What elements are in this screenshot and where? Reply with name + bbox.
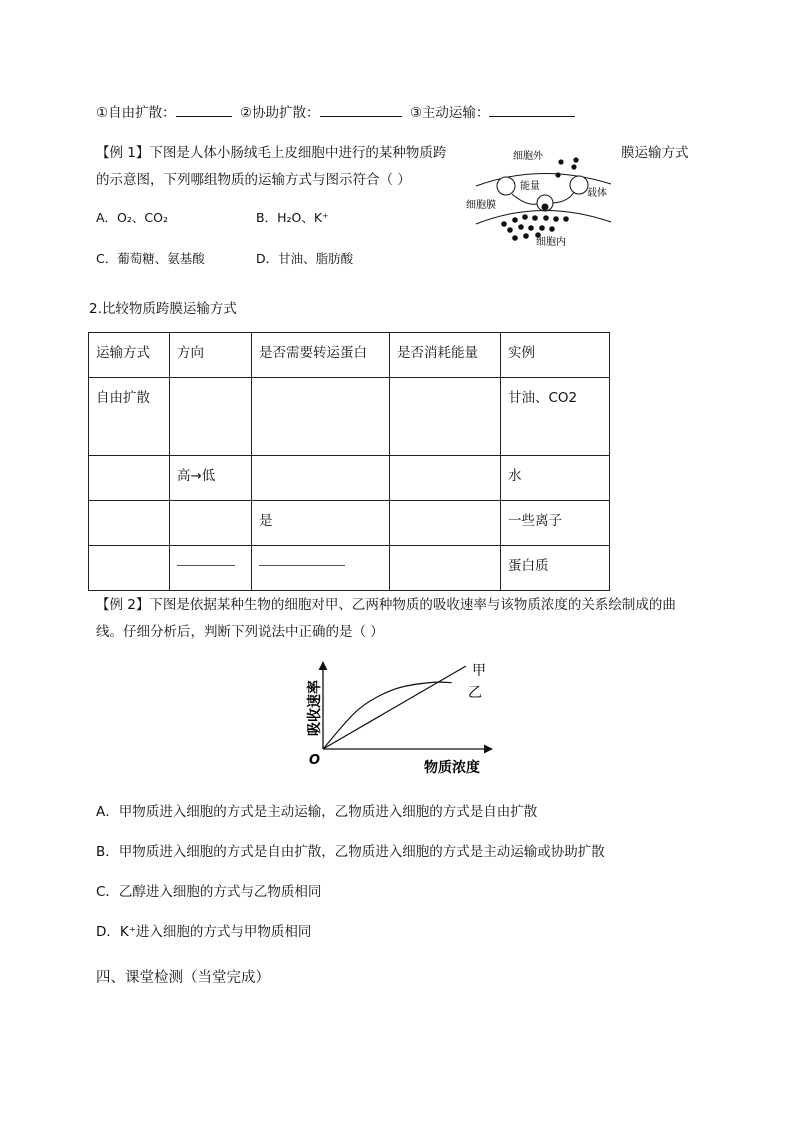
series-line-yi (323, 682, 452, 749)
series-label-jia: 甲 (472, 663, 486, 679)
section4-title: 四、课堂检测（当堂完成） (96, 970, 270, 986)
table-header-cell: 实例 (501, 333, 610, 378)
table-cell-dashed (170, 546, 252, 591)
table-cell: 水 (501, 456, 610, 501)
figure-label-outside: 细胞外 (513, 151, 543, 162)
table-cell-blank[interactable] (170, 501, 252, 546)
table-cell: 自由扩散 (89, 378, 170, 456)
example1-line1 (96, 141, 446, 161)
example1-line2: 的示意图，下列哪组物质的运输方式与图示符合（ ） (96, 172, 411, 188)
dash-line (259, 565, 345, 566)
series-line-jia (323, 666, 466, 749)
table-cell-blank[interactable] (390, 546, 501, 591)
table-header-row (89, 333, 610, 378)
example1-option-a[interactable]: A．O₂、CO₂ (96, 210, 168, 225)
figure-label-inside: 细胞内 (536, 237, 566, 248)
table-row (89, 456, 610, 501)
section2-title: 2.比较物质跨膜运输方式 (89, 301, 237, 317)
example1-option-b[interactable]: B．H₂O、K⁺ (256, 210, 329, 225)
carrier-circle-left (497, 177, 515, 195)
table-cell-blank[interactable] (390, 378, 501, 456)
fill-item-free-diffusion: ①自由扩散： (96, 105, 176, 121)
table-cell-blank[interactable] (252, 378, 390, 456)
table-cell-blank[interactable] (390, 501, 501, 546)
membrane-outer-line (476, 173, 611, 186)
series-label-yi: 乙 (468, 685, 482, 701)
blank-facilitated-diffusion[interactable] (320, 103, 402, 117)
example1-option-d[interactable]: D．甘油、脂肪酸 (256, 251, 354, 266)
fill-in-line (96, 101, 575, 121)
carrier-circle-right (570, 176, 588, 194)
membrane-transport-figure (466, 144, 616, 252)
example1-text-left: 下图是人体小肠绒毛上皮细胞中进行的某种物质跨 (149, 145, 447, 161)
table-cell: 一些离子 (501, 501, 610, 546)
table-cell-blank[interactable] (170, 378, 252, 456)
y-axis-label: 吸收速率 (307, 680, 323, 736)
table-row (89, 378, 610, 456)
table-header-cell: 方向 (170, 333, 252, 378)
blank-free-diffusion[interactable] (176, 103, 232, 117)
example2-line1 (96, 593, 676, 613)
example1-text-right: 膜运输方式 (621, 145, 689, 161)
comparison-table (88, 332, 610, 591)
example2-tag: 【例 2】 (96, 597, 150, 613)
origin-label: O (309, 753, 321, 768)
table-cell: 蛋白质 (501, 546, 610, 591)
table-cell: 是 (252, 501, 390, 546)
fill-item-active-transport: ③主动运输： (409, 105, 490, 121)
table-header-cell: 是否消耗能量 (390, 333, 501, 378)
figure-label-membrane: 细胞膜 (466, 200, 496, 211)
table-cell-blank[interactable] (89, 501, 170, 546)
absorption-rate-chart (300, 656, 500, 780)
molecule-in-carrier (542, 204, 549, 211)
table-row (89, 501, 610, 546)
table-cell-dashed (252, 546, 390, 591)
example2-text-1: 下图是依据某种生物的细胞对甲、乙两种物质的吸收速率与该物质浓度的关系绘制成的曲 (149, 597, 676, 613)
blank-active-transport[interactable] (489, 103, 575, 117)
example2-option-b[interactable]: B．甲物质进入细胞的方式是自由扩散，乙物质进入细胞的方式是主动运输或协助扩散 (96, 844, 605, 860)
table-header-cell: 运输方式 (89, 333, 170, 378)
table-header-cell: 是否需要转运蛋白 (252, 333, 390, 378)
example2-option-a[interactable]: A．甲物质进入细胞的方式是主动运输，乙物质进入细胞的方式是自由扩散 (96, 804, 538, 820)
table-cell-blank[interactable] (252, 456, 390, 501)
table-cell-blank[interactable] (89, 546, 170, 591)
x-axis-label: 物质浓度 (424, 760, 480, 776)
carrier-arrow-left (512, 194, 537, 204)
table-cell-blank[interactable] (390, 456, 501, 501)
example1-option-c[interactable]: C．葡萄糖、氨基酸 (96, 251, 205, 266)
dash-line (177, 565, 235, 566)
example2-option-c[interactable]: C．乙醇进入细胞的方式与乙物质相同 (96, 884, 322, 900)
example2-line2: 线。仔细分析后，判断下列说法中正确的是（ ） (96, 624, 384, 640)
figure-label-energy: 能量 (520, 181, 540, 192)
figure-label-carrier: 载体 (587, 188, 607, 199)
table-cell-blank[interactable] (89, 456, 170, 501)
table-row (89, 546, 610, 591)
carrier-arrow-right (553, 192, 574, 203)
table-cell: 高→低 (170, 456, 252, 501)
example1-tag: 【例 1】 (96, 145, 150, 161)
table-cell: 甘油、CO2 (501, 378, 610, 456)
fill-item-facilitated-diffusion: ②协助扩散： (239, 105, 320, 121)
example2-option-d[interactable]: D．K⁺进入细胞的方式与甲物质相同 (96, 924, 312, 940)
